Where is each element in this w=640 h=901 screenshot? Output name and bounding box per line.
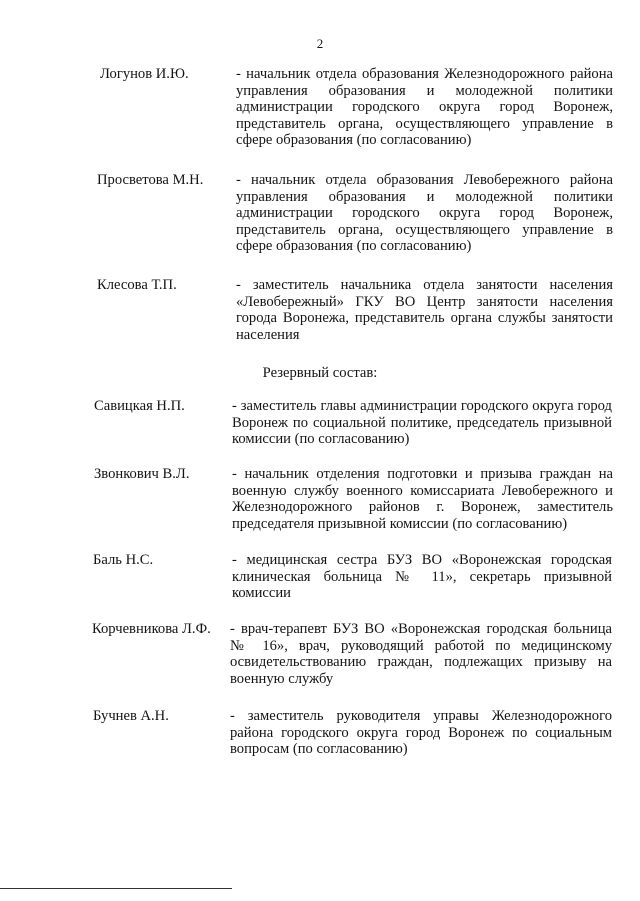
member-description: - начальник отдела образования Железнодорожного района управления образования и молодежной политики администрации городского округа город Воронеж, представитель органа, осуществляющего управление в сфере образования (по согласованию): [236, 66, 613, 148]
member-description: - начальник отдела образования Левобережного района управления образования и молодежной политики администрации городского округа город Воронеж, представитель органа, осуществляющего управление в сфере образования (по согласованию): [236, 172, 613, 254]
member-name: Баль Н.С.: [93, 552, 154, 568]
member-description: - заместитель руководителя управы Железнодорожного района городского округа город Воронеж по социальным вопросам (по согласованию): [230, 708, 612, 757]
member-description: - заместитель главы администрации городского округа город Воронеж по социальной политике, председатель призывной комиссии (по согласованию): [232, 398, 612, 447]
member-name: Савицкая Н.П.: [94, 398, 185, 414]
reserve-section-title: Резервный состав:: [262, 365, 378, 381]
footer-divider: [0, 888, 232, 889]
member-name: Корчевникова Л.Ф.: [92, 621, 211, 637]
member-name: Клесова Т.П.: [97, 277, 177, 293]
member-description: - врач-терапевт БУЗ ВО «Воронежская городская больница № 16», врач, руководящий работой по медицинскому освидетельствованию граждан, подлежащих призыву на военную службу: [230, 621, 612, 687]
member-name: Просветова М.Н.: [97, 172, 204, 188]
member-description: - медицинская сестра БУЗ ВО «Воронежская городская клиническая больница № 11», секретарь призывной комиссии: [232, 552, 612, 601]
member-description: - заместитель начальника отдела занятости населения «Левобережный» ГКУ ВО Центр занятости населения города Воронежа, представитель органа службы занятости населения: [236, 277, 613, 343]
member-name: Логунов И.Ю.: [100, 66, 189, 82]
member-name: Бучнев А.Н.: [93, 708, 169, 724]
page-number: 2: [316, 36, 324, 51]
member-description: - начальник отделения подготовки и призыва граждан на военную службу военного комиссариата Левобережного и Железнодорожного районов г. Воронеж, заместитель председателя призывной комиссии (по согласованию): [232, 466, 613, 532]
member-name: Звонкович В.Л.: [94, 466, 190, 482]
